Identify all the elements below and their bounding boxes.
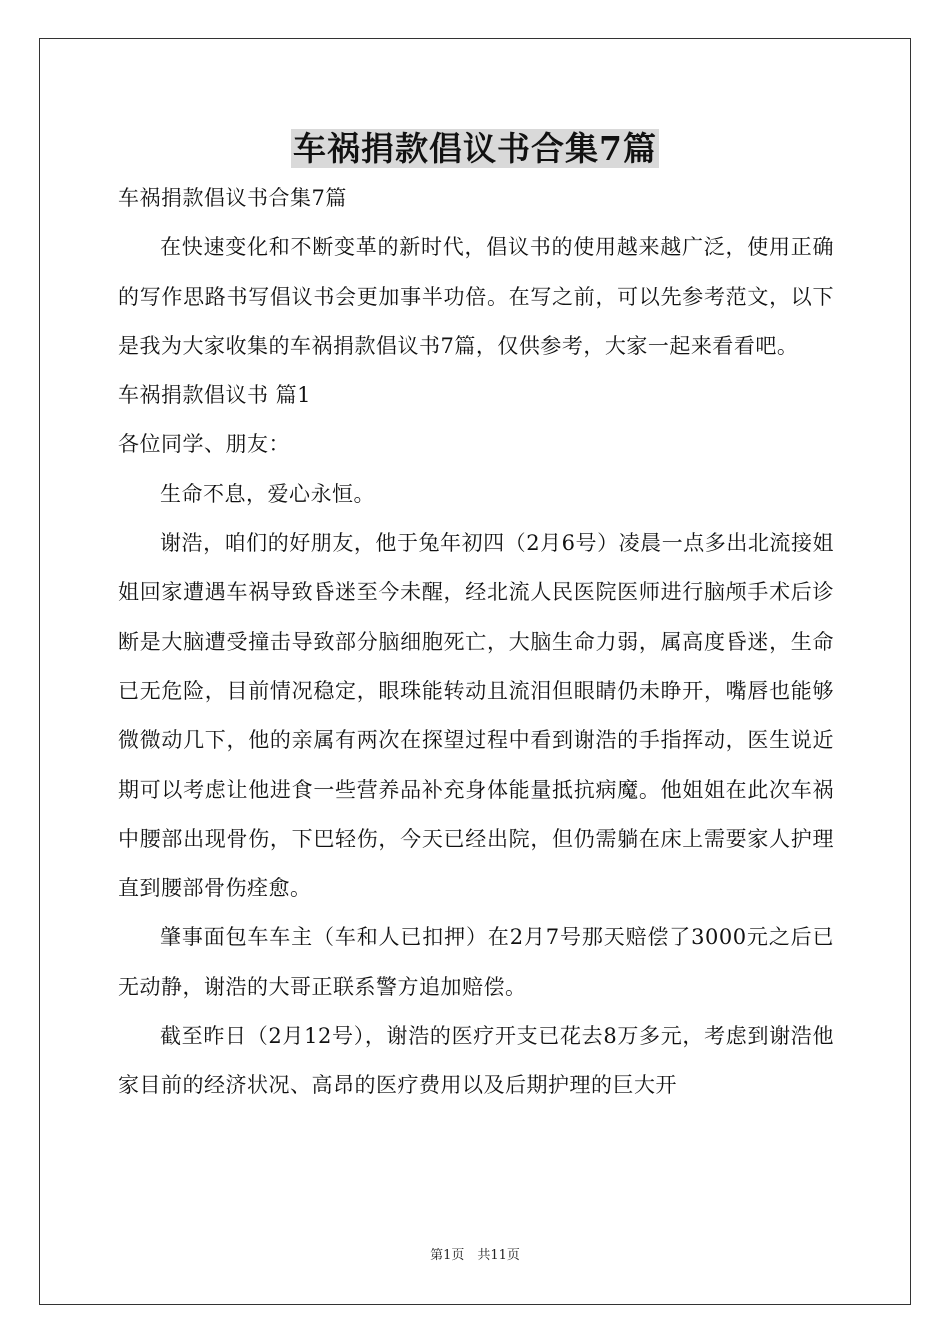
document-body — [118, 174, 834, 1111]
paragraph-accident-details: 谢浩，咱们的好朋友，他于兔年初四（2月6号）凌晨一点多出北流接姐姐回家遭遇车祸导致昏迷至今未醒，经北流人民医院医师进行脑颅手术后诊断是大脑遭受撞击导致部分脑细胞死亡，大脑生命力弱，属高度昏迷，生命已无危险，目前情况稳定，眼珠能转动且流泪但眼睛仍未睁开，嘴唇也能够微微动几下，他的亲属有两次在探望过程中看到谢浩的手指挥动，医生说近期可以考虑让他进食一些营养品补充身体能量抵抗病魔。他姐姐在此次车祸中腰部出现骨伤，下巴轻伤，今天已经出院，但仍需躺在床上需要家人护理直到腰部骨伤痊愈。 — [118, 531, 834, 901]
document-title — [0, 126, 950, 172]
paragraph-intro: 在快速变化和不断变革的新时代，倡议书的使用越来越广泛，使用正确的写作思路书写倡议书会更加事半功倍。在写之前，可以先参考范文，以下是我为大家收集的车祸捐款倡议书7篇，仅供参考，大家一起来看看吧。 — [118, 235, 834, 358]
page-footer: 第1页 共11页 — [430, 1248, 520, 1263]
document-title-text: 车祸捐款倡议书合集7篇 — [293, 129, 657, 168]
paragraph-subtitle: 车祸捐款倡议书合集7篇 — [118, 186, 347, 210]
paragraph-medical-costs: 截至昨日（2月12号），谢浩的医疗开支已花去8万多元，考虑到谢浩他家目前的经济状况、高昂的医疗费用以及后期护理的巨大开 — [118, 1024, 834, 1098]
salutation: 各位同学、朋友： — [118, 432, 290, 457]
paragraph-motto: 生命不息，爱心永恒。 — [160, 481, 375, 506]
section-heading: 车祸捐款倡议书 篇1 — [118, 383, 312, 408]
paragraph-compensation: 肇事面包车车主（车和人已扣押）在2月7号那天赔偿了3000元之后已无动静，谢浩的大哥正联系警方追加赔偿。 — [118, 925, 834, 999]
